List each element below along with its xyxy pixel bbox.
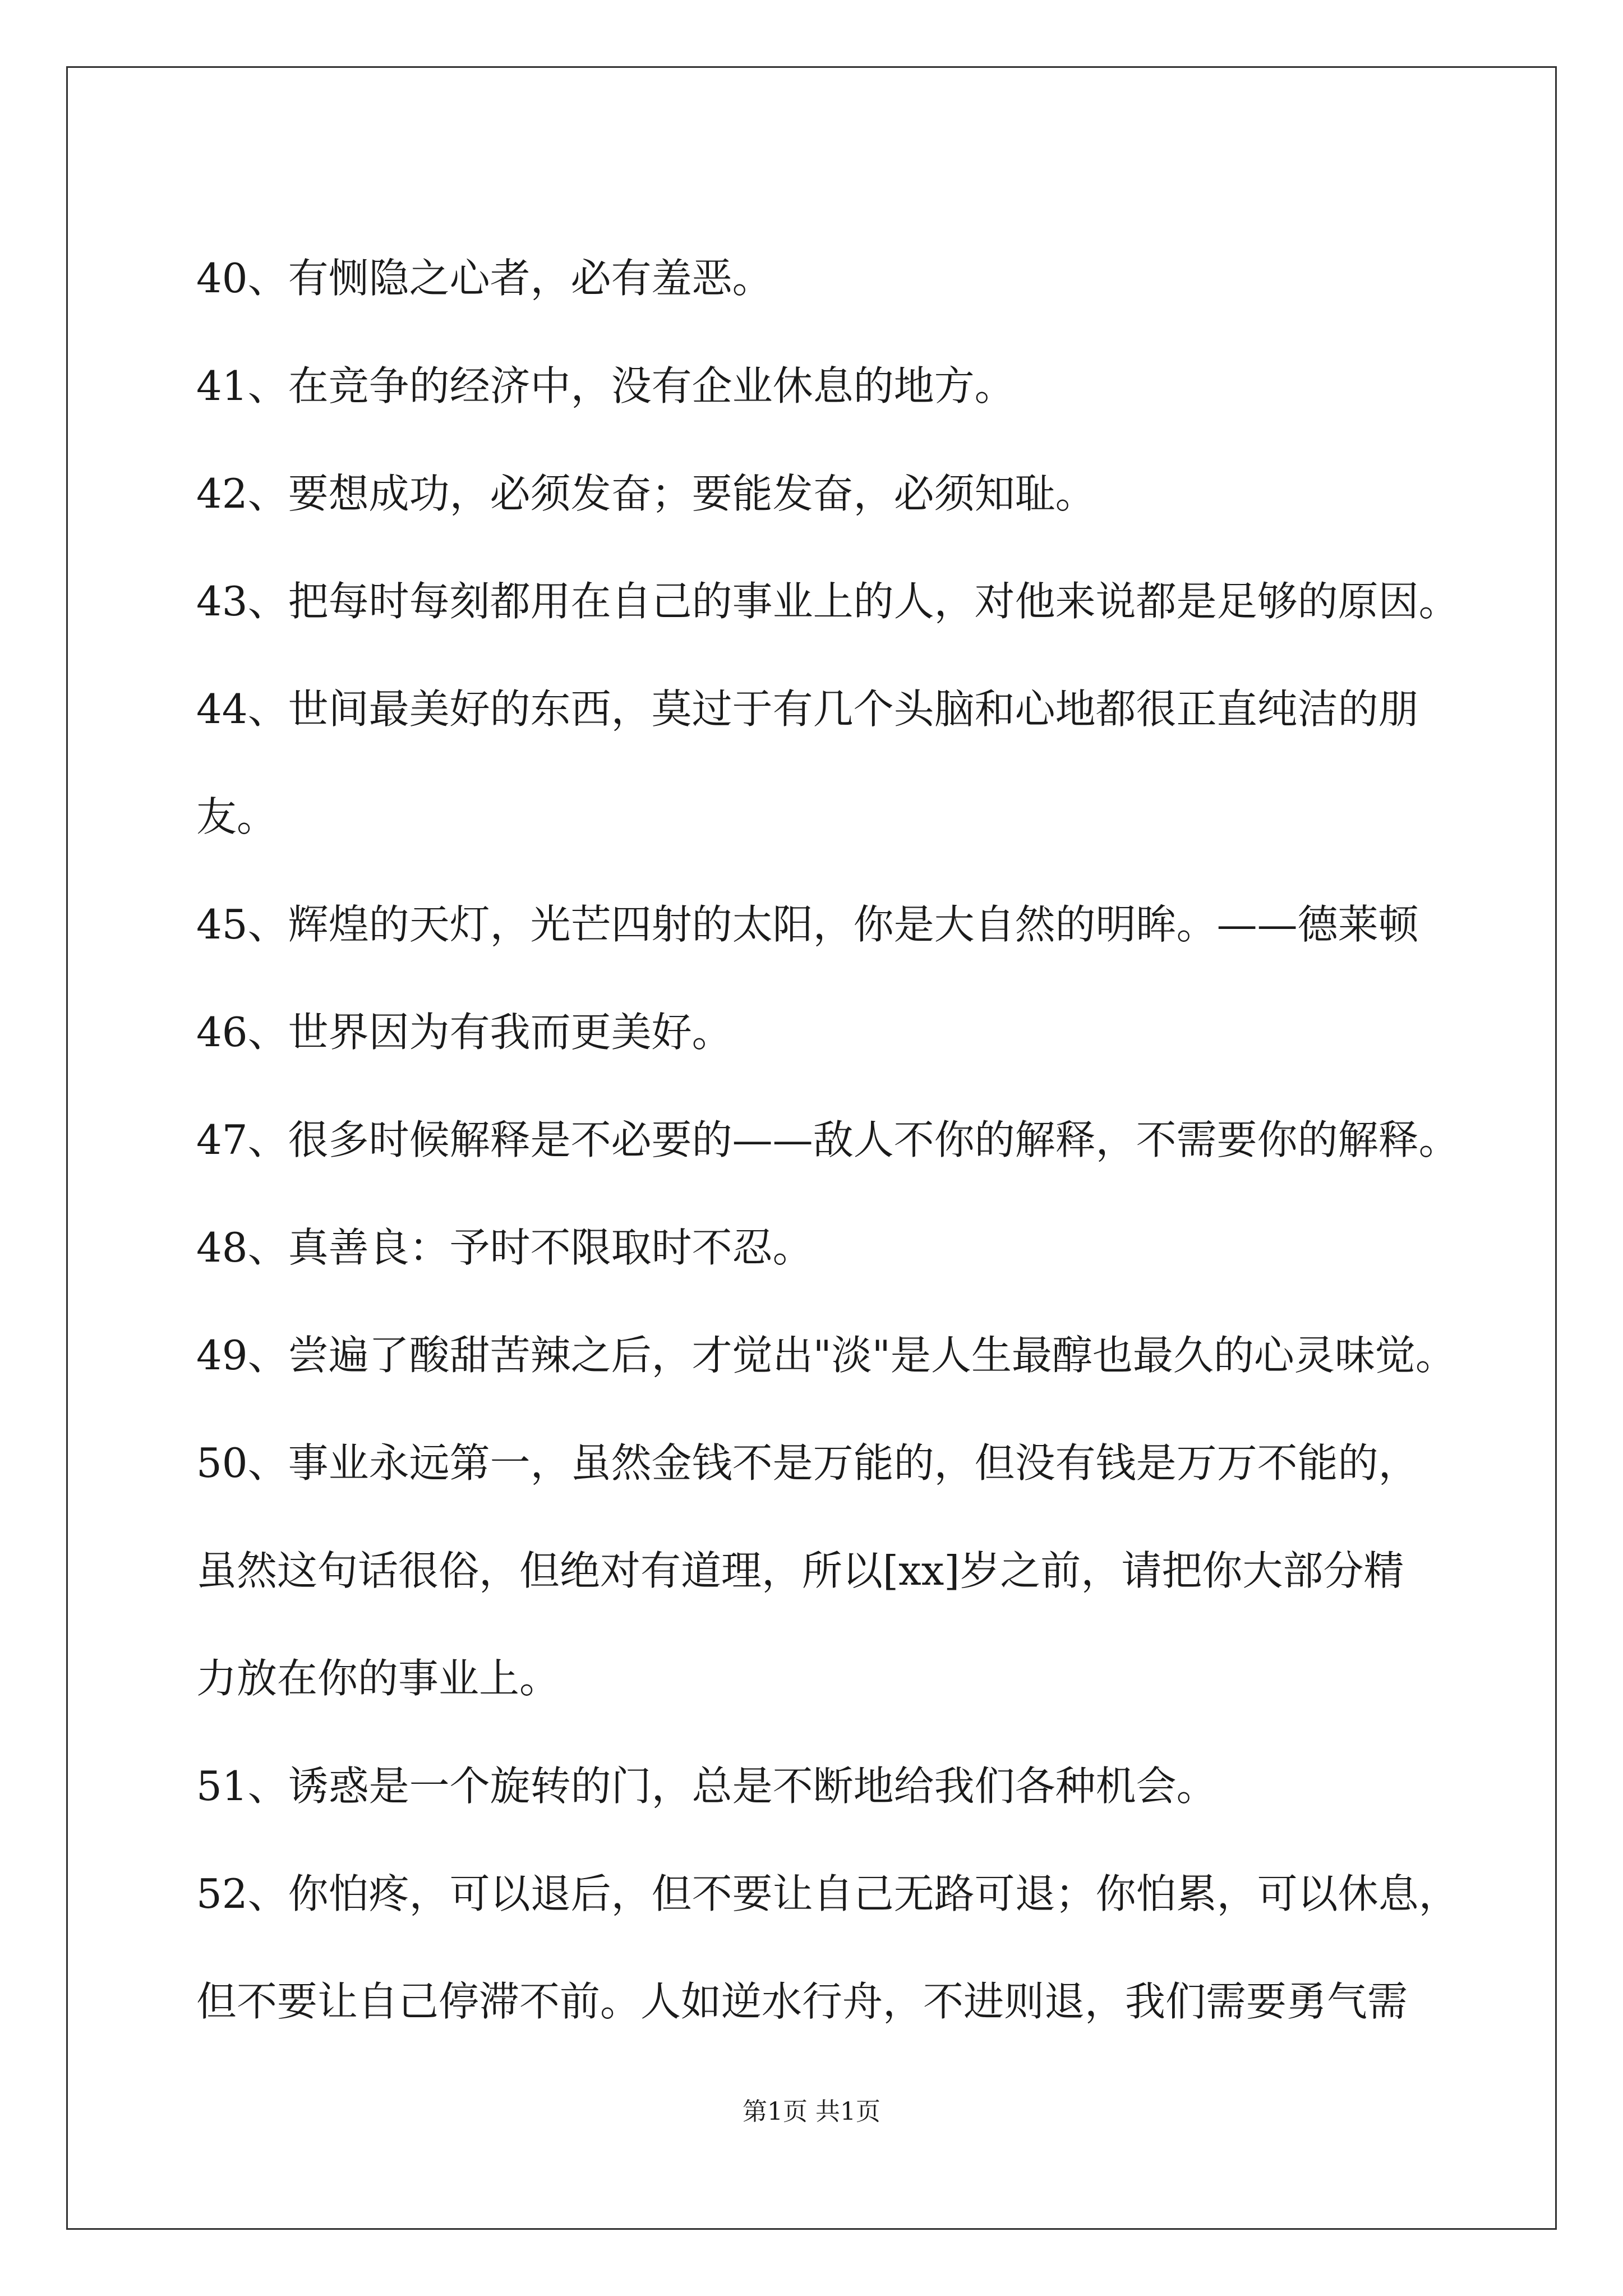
- text-line: 44、世间最美好的东西，莫过于有几个头脑和心地都很正直纯洁的朋: [196, 685, 1419, 733]
- text-line: 52、你怕疼，可以退后，但不要让自己无路可退；你怕累，可以休息，: [196, 1870, 1459, 1917]
- text-line: 50、事业永远第一，虽然金钱不是万能的，但没有钱是万万不能的，: [196, 1439, 1419, 1487]
- text-line: 47、很多时候解释是不必要的——敌人不你的解释，不需要你的解释。: [196, 1116, 1459, 1163]
- text-line: 43、把每时每刻都用在自己的事业上的人，对他来说都是足够的原因。: [196, 578, 1459, 625]
- text-line: 46、世界因为有我而更美好。: [196, 1009, 732, 1056]
- page-number-footer: 第1页 共1页: [743, 2097, 880, 2126]
- text-line: 友。: [196, 793, 278, 840]
- text-line: 48、真善良：予时不限取时不忍。: [196, 1224, 813, 1271]
- text-line: 虽然这句话很俗，但绝对有道理，所以[xx]岁之前，请把你大部分精: [196, 1547, 1404, 1594]
- text-line: 但不要让自己停滞不前。人如逆水行舟，不进则退，我们需要勇气需: [196, 1978, 1408, 2025]
- text-line: 力放在你的事业上。: [196, 1655, 560, 1702]
- text-line: 45、辉煌的天灯，光芒四射的太阳，你是大自然的明眸。——德莱顿: [196, 901, 1419, 948]
- text-line: 49、尝遍了酸甜苦辣之后，才觉出"淡"是人生最醇也最久的心灵味觉。: [196, 1332, 1456, 1379]
- text-line: 41、在竞争的经济中，没有企业休息的地方。: [196, 362, 1015, 409]
- document-body: [196, 224, 1458, 2055]
- text-line: 42、要想成功，必须发奋；要能发奋，必须知耻。: [196, 470, 1096, 517]
- text-line: 51、诱惑是一个旋转的门，总是不断地给我们各种机会。: [196, 1763, 1217, 1810]
- text-line: 40、有恻隐之心者，必有羞恶。: [196, 255, 773, 302]
